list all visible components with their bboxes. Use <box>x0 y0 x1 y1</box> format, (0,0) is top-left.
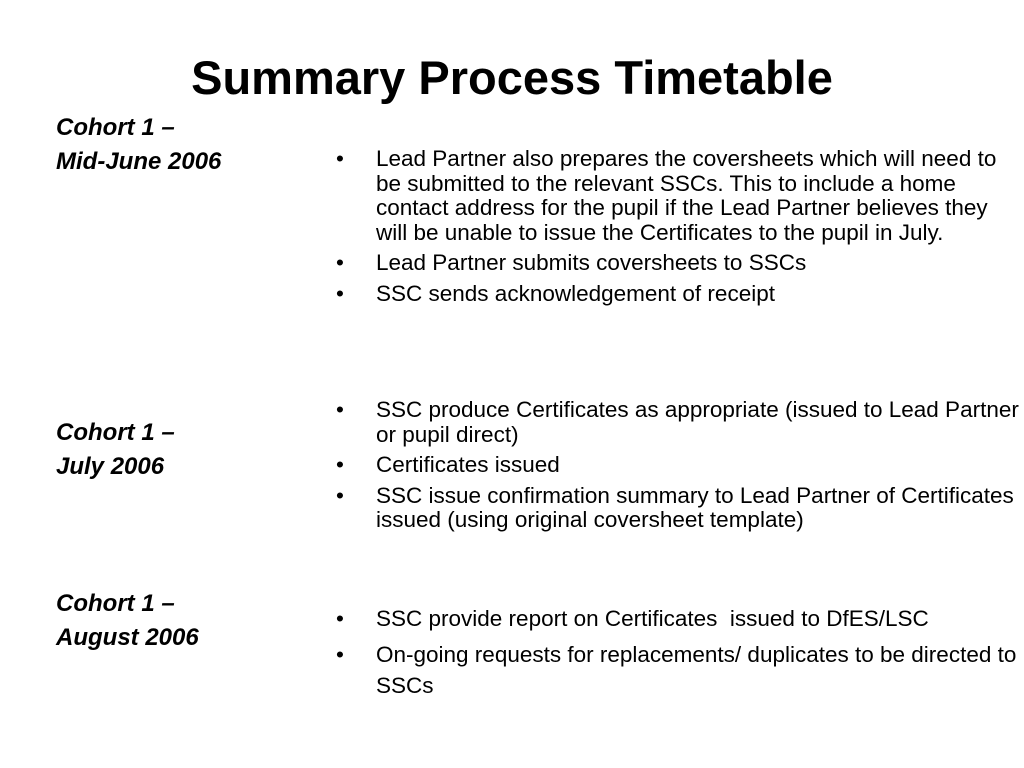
bullet-text: SSC issue confirmation summary to Lead Partner of Certificates issued (using original coversheet template) <box>376 482 1014 532</box>
bullet-text: SSC sends acknowledgement of receipt <box>376 280 775 306</box>
cohort-label-august <box>56 587 199 655</box>
bullet-text: Lead Partner also prepares the coversheets which will need to be submitted to the relevant SSCs. This to include a home contact address for the pupil if the Lead Partner believes they will be unable to issue the Certificates to the pupil in July. <box>376 146 997 245</box>
cohort-label-mid-june <box>56 111 221 179</box>
bullet-list-august <box>336 603 1021 706</box>
bullet-icon: • <box>336 482 344 508</box>
cohort-label-line2: August 2006 <box>56 624 199 651</box>
bullet-icon: • <box>336 146 344 171</box>
bullet-item <box>336 147 1021 245</box>
bullet-text: SSC provide report on Certificates issued to DfES/LSC <box>376 606 929 631</box>
bullet-list-mid-june <box>336 147 1021 312</box>
bullet-icon: • <box>336 250 344 275</box>
bullet-text: Certificates issued <box>376 452 560 477</box>
cohort-label-line2: Mid-June 2006 <box>56 148 222 175</box>
bullet-text: On-going requests for replacements/ duplicates to be directed to SSCs <box>376 642 1017 698</box>
cohort-label-line1: Cohort 1 – <box>56 590 175 617</box>
bullet-icon: • <box>336 280 344 306</box>
bullet-list-july <box>336 398 1021 539</box>
bullet-item <box>336 398 1021 447</box>
bullet-item <box>336 603 1021 634</box>
bullet-text: Lead Partner submits coversheets to SSCs <box>376 250 807 275</box>
slide-title: Summary Process Timetable <box>191 51 833 104</box>
bullet-icon: • <box>336 397 344 422</box>
bullet-icon: • <box>336 606 344 631</box>
bullet-icon: • <box>336 452 344 477</box>
bullet-item <box>336 453 1021 478</box>
bullet-item <box>336 484 1021 533</box>
bullet-text: SSC produce Certificates as appropriate (issued to Lead Partner or pupil direct) <box>376 397 1019 447</box>
cohort-label-line2: July 2006 <box>56 453 165 480</box>
bullet-item <box>336 639 1021 701</box>
cohort-label-line1: Cohort 1 – <box>56 419 175 446</box>
cohort-label-july <box>56 416 175 484</box>
bullet-item <box>336 251 1021 276</box>
cohort-label-line1: Cohort 1 – <box>56 114 175 141</box>
bullet-icon: • <box>336 642 344 667</box>
bullet-item <box>336 282 1021 307</box>
